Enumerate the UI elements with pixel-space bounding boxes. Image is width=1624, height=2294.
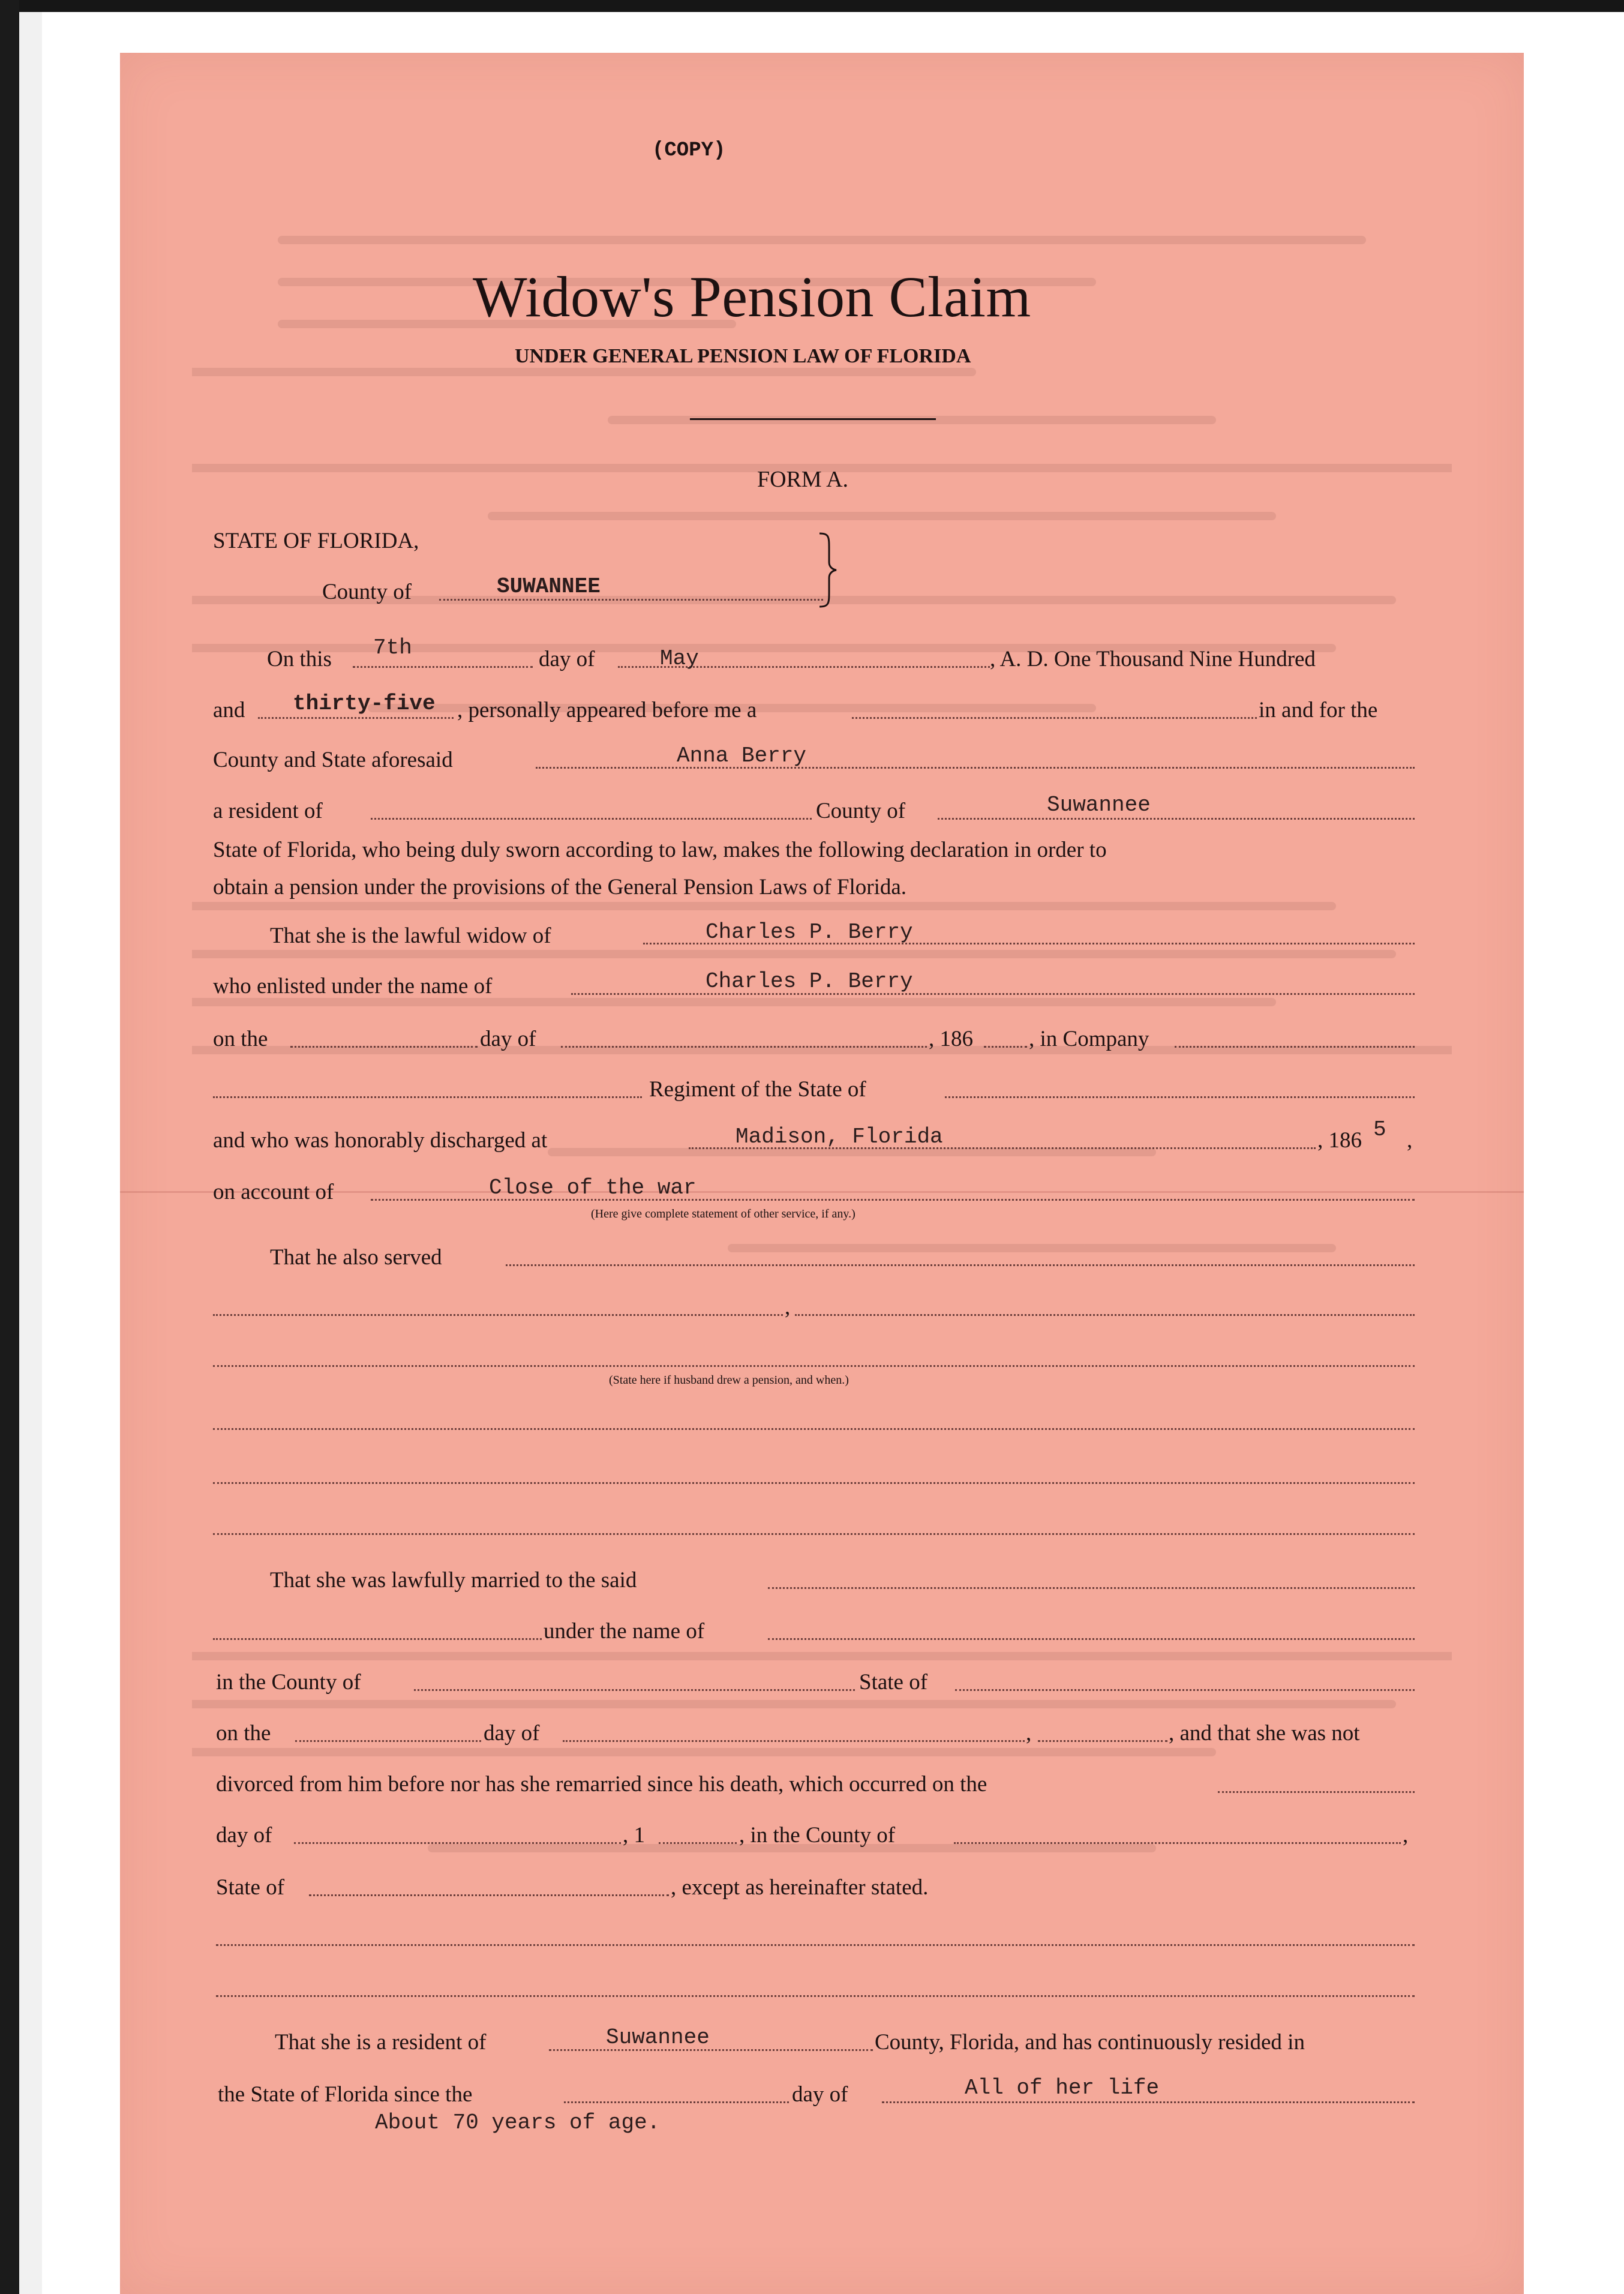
since-day-field-line[interactable] xyxy=(564,2101,789,2103)
company-field-line[interactable] xyxy=(1175,1046,1415,1048)
scan-border xyxy=(0,0,19,2294)
enlist-month-field-line[interactable] xyxy=(561,1046,927,1048)
appeared-text: , personally appeared before me a xyxy=(457,698,757,722)
married-label: That she was lawfully married to the said xyxy=(270,1568,637,1593)
enlist-year-field-line[interactable] xyxy=(984,1046,1027,1048)
enlisted-name-field-line[interactable] xyxy=(571,993,1415,995)
residence-field-line[interactable] xyxy=(371,818,812,820)
death-year-field-line[interactable] xyxy=(659,1842,737,1844)
and-label: and xyxy=(213,698,245,722)
in-company-label: , in Company xyxy=(1029,1027,1149,1051)
under-name-label: under the name of xyxy=(544,1619,705,1644)
other-service-note: (Here give complete statement of other service, if any.) xyxy=(591,1207,855,1221)
claimant-field-line[interactable] xyxy=(536,767,1415,769)
in-county-label-2: , in the County of xyxy=(739,1823,896,1848)
marriage-month-field-line[interactable] xyxy=(563,1740,1025,1742)
resident-label-2: That she is a resident of xyxy=(275,2030,487,2055)
death-month-field-line[interactable] xyxy=(294,1842,621,1844)
day-of-label-3: day of xyxy=(484,1721,540,1746)
discharge-reason: Close of the war xyxy=(489,1176,697,1200)
day-of-label-2: day of xyxy=(480,1027,536,1051)
day-field-line[interactable] xyxy=(353,666,533,668)
resident-county-value: Suwannee xyxy=(1047,793,1151,817)
exception-field-line-2[interactable] xyxy=(216,1995,1415,1997)
enlisted-label: who enlisted under the name of xyxy=(213,974,493,998)
pension-form-sheet xyxy=(120,53,1524,2294)
year-value: thirty-five xyxy=(293,691,436,716)
copy-label: (COPY) xyxy=(652,139,726,162)
venue-brace xyxy=(816,531,840,609)
marriage-year-field-line[interactable] xyxy=(1038,1740,1167,1742)
year-1-label: , 1 xyxy=(623,1823,645,1848)
other-service-field-line-1[interactable] xyxy=(506,1264,1415,1266)
death-county-field-line[interactable] xyxy=(954,1842,1401,1844)
discharge-year-prefix: , 186 xyxy=(1317,1128,1362,1153)
pension-field-line-2[interactable] xyxy=(213,1482,1415,1484)
discharge-place: Madison, Florida xyxy=(736,1124,943,1149)
on-account-label: on account of xyxy=(213,1180,334,1204)
discharged-label: and who was honorably discharged at xyxy=(213,1128,548,1153)
regiment-field-line[interactable] xyxy=(213,1096,642,1098)
ad-text: , A. D. One Thousand Nine Hundred xyxy=(990,647,1316,671)
death-date-field-line[interactable] xyxy=(1218,1791,1415,1793)
county-of-label: County of xyxy=(816,799,906,823)
declaration-line-1: State of Florida, who being duly sworn according to law, makes the following declaration in order to xyxy=(213,838,1107,862)
marriage-day-field-line[interactable] xyxy=(295,1740,481,1742)
exception-field-line-1[interactable] xyxy=(216,1944,1415,1946)
pension-field-line-1[interactable] xyxy=(213,1428,1415,1430)
resident-county-field-line-2[interactable] xyxy=(549,2049,873,2051)
divorced-text: divorced from him before nor has she remarried since his death, which occurred on the xyxy=(216,1772,987,1797)
form-number: FORM A. xyxy=(757,467,849,492)
married-name-field-line-a[interactable] xyxy=(213,1638,542,1640)
day-value: 7th xyxy=(373,635,412,660)
regiment-state-field-line[interactable] xyxy=(945,1096,1415,1098)
other-service-field-line-2b[interactable] xyxy=(795,1314,1415,1316)
regiment-label: Regiment of the State of xyxy=(649,1077,866,1102)
husband-name: Charles P. Berry xyxy=(706,920,913,944)
on-the-label: on the xyxy=(213,1027,268,1051)
since-value-field-line[interactable] xyxy=(882,2101,1415,2103)
scan-shade xyxy=(19,12,42,2294)
except-text: , except as hereinafter stated. xyxy=(671,1875,929,1900)
comma-2: , xyxy=(1026,1721,1032,1746)
declaration-line-2: obtain a pension under the provisions of the General Pension Laws of Florida. xyxy=(213,875,907,899)
since-value: All of her life xyxy=(965,2076,1160,2100)
discharge-year-suffix: , xyxy=(1407,1128,1413,1153)
resident-county-field-line[interactable] xyxy=(938,818,1415,820)
death-state-field-line[interactable] xyxy=(309,1894,669,1896)
in-county-label: in the County of xyxy=(216,1670,361,1695)
on-this-label: On this xyxy=(267,647,332,671)
enlisted-name: Charles P. Berry xyxy=(706,969,913,994)
form-title: Widow's Pension Claim xyxy=(473,265,1031,329)
county-label: County of xyxy=(322,580,412,604)
marriage-county-field-line[interactable] xyxy=(414,1689,855,1691)
day-of-label-5: day of xyxy=(792,2082,848,2107)
state-of-label-2: State of xyxy=(216,1875,285,1900)
day-of-label-4: day of xyxy=(216,1823,272,1848)
resident-label: a resident of xyxy=(213,799,323,823)
marriage-state-field-line[interactable] xyxy=(955,1689,1415,1691)
claimant-name: Anna Berry xyxy=(677,743,807,768)
married-to-field-line[interactable] xyxy=(768,1587,1415,1589)
year-186-label: , 186 xyxy=(929,1027,973,1051)
pension-note: (State here if husband drew a pension, and when.) xyxy=(609,1374,849,1387)
also-served-label: That he also served xyxy=(270,1245,442,1270)
not-divorced-text: , and that she was not xyxy=(1169,1721,1360,1746)
county-value: SUWANNEE xyxy=(497,574,601,599)
enlist-day-field-line[interactable] xyxy=(290,1046,478,1048)
day-of-label: day of xyxy=(539,647,595,671)
other-service-field-line-2a[interactable] xyxy=(213,1314,783,1316)
scan-border xyxy=(0,0,1624,12)
county-field-line[interactable] xyxy=(439,599,823,601)
state-heading: STATE OF FLORIDA, xyxy=(213,529,419,553)
age-note: About 70 years of age. xyxy=(375,2110,661,2135)
month-value: May xyxy=(660,646,699,671)
married-name-field-line-b[interactable] xyxy=(768,1638,1415,1640)
in-and-for-text: in and for the xyxy=(1259,698,1378,722)
county-state-label: County and State aforesaid xyxy=(213,748,453,772)
title-rule xyxy=(690,418,936,420)
county-florida-text: County, Florida, and has continuously resided in xyxy=(875,2030,1305,2055)
form-subtitle: UNDER GENERAL PENSION LAW OF FLORIDA xyxy=(515,345,971,367)
on-the-label-2: on the xyxy=(216,1721,271,1746)
pension-field-line-3[interactable] xyxy=(213,1533,1415,1535)
comma-3: , xyxy=(1403,1823,1409,1848)
resident-county-value-2: Suwannee xyxy=(606,2025,710,2050)
other-service-field-line-3[interactable] xyxy=(213,1365,1415,1367)
state-of-label: State of xyxy=(859,1670,928,1695)
year-field-line[interactable] xyxy=(258,717,454,719)
officer-field-line[interactable] xyxy=(852,717,1257,719)
discharge-year-digit: 5 xyxy=(1373,1117,1386,1142)
widow-of-label: That she is the lawful widow of xyxy=(270,923,551,948)
other-service-comma: , xyxy=(785,1295,791,1320)
since-label: the State of Florida since the xyxy=(218,2082,473,2107)
